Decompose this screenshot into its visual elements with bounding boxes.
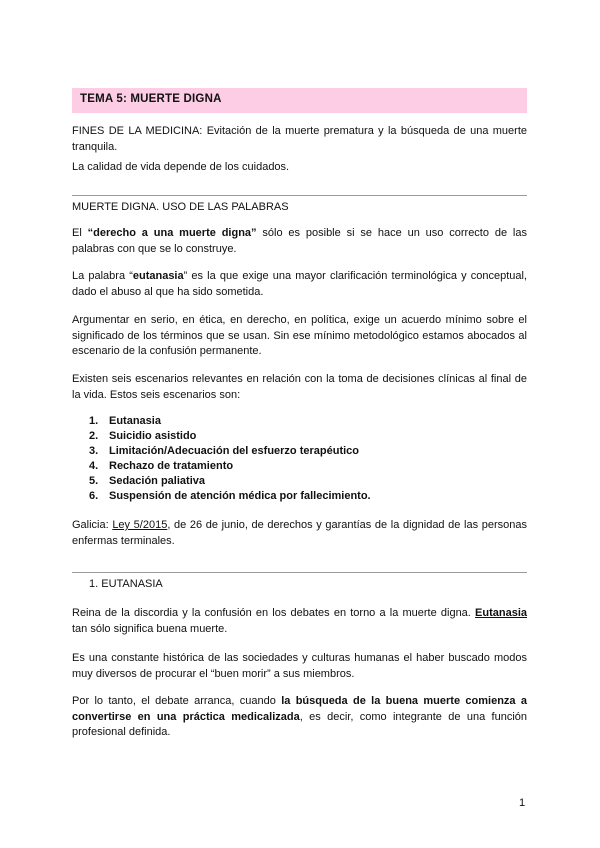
list-item: [72, 414, 527, 429]
text-run: tan sólo significa buena muerte.: [72, 622, 228, 635]
galicia-paragraph: [72, 518, 527, 549]
list-text: Suicidio asistido: [109, 430, 197, 442]
list-text: Limitación/Adecuación del esfuerzo terapéutico: [109, 445, 359, 457]
divider: [72, 572, 527, 573]
list-number: 5.: [89, 475, 99, 487]
text-run: Por lo tanto, el debate arranca, cuando: [72, 695, 282, 707]
text-run: El: [72, 227, 88, 239]
page-number: 1: [519, 797, 526, 809]
list-number: 3.: [89, 445, 99, 457]
fines-paragraph: [72, 124, 527, 155]
list-item: [72, 429, 527, 444]
divider: [72, 195, 527, 196]
list-item: [72, 444, 527, 459]
list-number: 6.: [89, 490, 99, 502]
text-run: Galicia:: [72, 519, 113, 531]
escenarios-list: [72, 414, 527, 504]
list-number: 1.: [89, 415, 99, 427]
text-run: sólo es posible si se hace un uso correcto de las palabras con que se lo construye.: [72, 227, 527, 255]
bold-term: “derecho a una muerte digna”: [87, 227, 257, 239]
list-text: Rechazo de tratamiento: [109, 460, 234, 472]
constante-paragraph: Es una constante histórica de las sociedades y culturas humanas el haber buscado modos muy diversos de procurar el “buen morir” a sus miembros.: [72, 652, 527, 680]
bold-term: eutanasia: [132, 270, 184, 282]
section-heading-eutanasia: 1. EUTANASIA: [89, 578, 163, 590]
list-number: 4.: [89, 460, 99, 472]
text-run: , es decir, como integrante de una función profesional definida.: [72, 710, 527, 738]
list-item: [72, 474, 527, 489]
text-run: La palabra “: [72, 270, 133, 282]
list-item: [72, 489, 527, 504]
argumentar-paragraph: Argumentar en serio, en ética, en derecho, en política, exige un acuerdo mínimo sobre el significado de los términos que se usan. Sin ese mínimo metodológico estamos abocados al escenario de la confusión permanente.: [72, 314, 527, 357]
section-heading-muerte-digna: MUERTE DIGNA. USO DE LAS PALABRAS: [72, 201, 289, 213]
list-text: Eutanasia: [109, 415, 161, 427]
derecho-paragraph: [72, 226, 527, 257]
text-run: ” es la que exige una mayor clarificación terminológica y conceptual, dado el abuso al que ha sido sometida.: [72, 270, 527, 298]
bold-term: la búsqueda de la buena muerte comienza a convertirse en una práctica medicalizada: [72, 695, 527, 723]
reina-paragraph: [72, 606, 527, 637]
ley-link[interactable]: Ley 5/2015: [112, 519, 168, 531]
text-run: Reina de la discordia y la confusión en los debates en torno a la muerte digna.: [72, 607, 476, 619]
list-text: Sedación paliativa: [109, 475, 205, 487]
escenarios-paragraph: Existen seis escenarios relevantes en relación con la toma de decisiones clínicas al final de la vida. Estos seis escenarios son:: [72, 373, 527, 401]
fines-label: FINES DE LA MEDICINA:: [72, 125, 203, 137]
list-item: [72, 459, 527, 474]
eutanasia-word-paragraph: [72, 269, 527, 300]
bold-term: Eutanasia: [475, 607, 527, 619]
calidad-paragraph: La calidad de vida depende de los cuidados.: [72, 161, 290, 173]
fines-text: Evitación de la muerte prematura y la búsqueda de una muerte tranquila.: [72, 125, 528, 153]
title-banner: [72, 88, 527, 113]
list-text: Suspensión de atención médica por fallecimiento.: [109, 490, 371, 502]
list-number: 2.: [89, 430, 99, 442]
debate-paragraph: [72, 694, 527, 741]
text-run: , de 26 de junio, de derechos y garantías de la dignidad de las personas enfermas terminales.: [72, 519, 527, 547]
page-title: TEMA 5: MUERTE DIGNA: [80, 93, 222, 105]
